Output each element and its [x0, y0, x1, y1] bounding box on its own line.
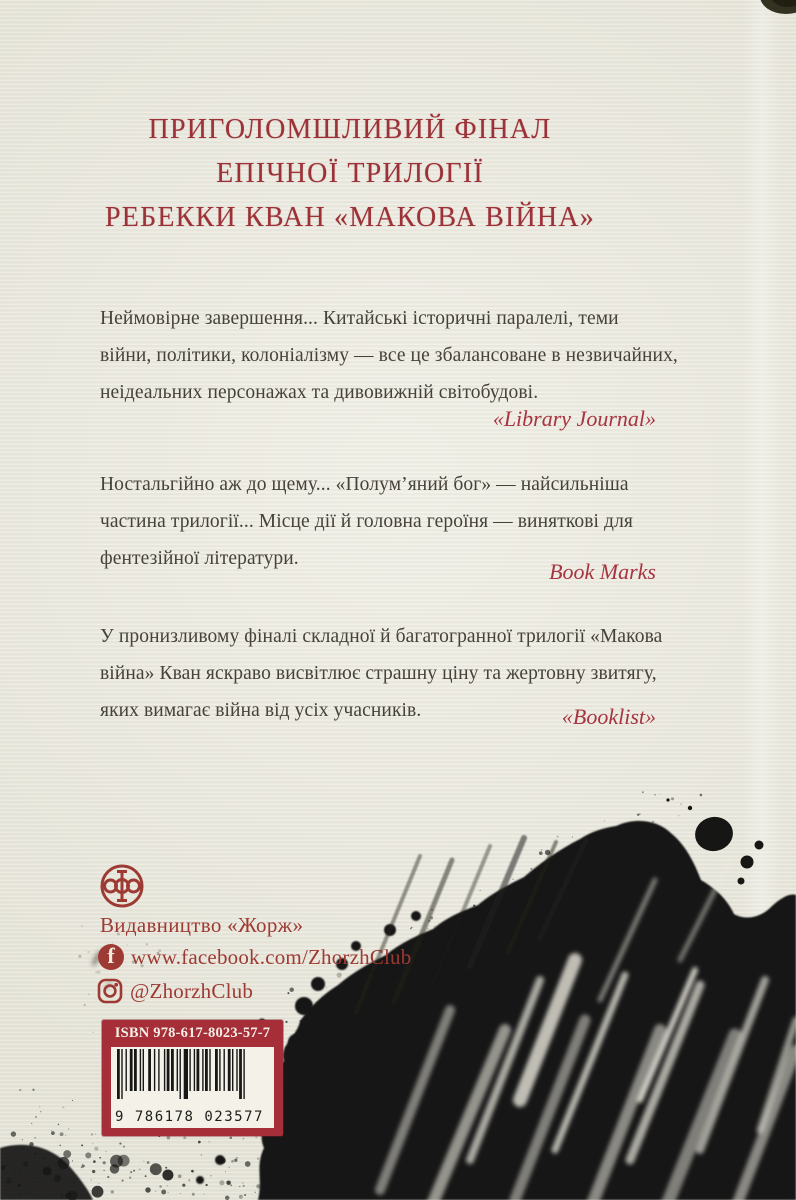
quote-line: У пронизливому фіналі складної й багатогранної трилогії «Макова — [100, 626, 663, 647]
quote-line: фентезійної літератури. — [100, 548, 299, 569]
isbn-label: ISBN 978-617-8023-57-7 — [114, 1025, 271, 1041]
quote-line: частина трилогії... Місце дії й головна героїня — виняткові для — [100, 511, 633, 532]
barcode-bars — [111, 1049, 274, 1109]
top-right-object — [740, 0, 796, 24]
quote-line: війна» Кван яскраво висвітлює страшну ціну та жертовну звитягу, — [100, 663, 657, 684]
facebook-url-text: www.facebook.com/ZhorzhClub — [131, 944, 412, 969]
review-quote-1 — [100, 300, 740, 411]
quote-line: Ностальгійно аж до щему... «Полум’яний бог» — найсильніша — [100, 474, 629, 495]
instagram-row — [97, 978, 253, 1004]
headline-block — [60, 108, 640, 240]
isbn-barcode-box — [102, 1020, 283, 1136]
quote-line: яких вимагає війна від усіх учасників. — [100, 700, 422, 721]
instagram-icon — [97, 978, 123, 1004]
quote-attribution-1: «Library Journal» — [492, 406, 656, 431]
zhorzh-publisher-monogram-icon — [98, 862, 146, 910]
barcode-panel — [111, 1047, 274, 1128]
quote-attribution-2: Book Marks — [549, 559, 656, 584]
quote-line: неідеальних персонажах та дивовижній світобудові. — [100, 382, 539, 403]
facebook-row — [98, 944, 411, 970]
headline-line: РЕБЕККИ КВАН «МАКОВА ВІЙНА» — [105, 202, 595, 233]
quote-attribution-3: «Booklist» — [561, 704, 656, 729]
quote-line: Неймовірне завершення... Китайські історичні паралелі, теми — [100, 308, 619, 329]
headline-line: ЕПІЧНОЇ ТРИЛОГІЇ — [216, 158, 484, 189]
publisher-name: Видавництво «Жорж» — [100, 913, 304, 937]
headline-line: ПРИГОЛОМШЛИВИЙ ФІНАЛ — [148, 114, 552, 145]
facebook-icon: f — [98, 944, 124, 970]
instagram-handle-text: @ZhorzhClub — [130, 978, 254, 1003]
quote-line: війни, політики, колоніалізму — все це збалансоване в незвичайних, — [100, 345, 678, 366]
barcode-digits: 9 786178 023577 — [115, 1109, 264, 1125]
